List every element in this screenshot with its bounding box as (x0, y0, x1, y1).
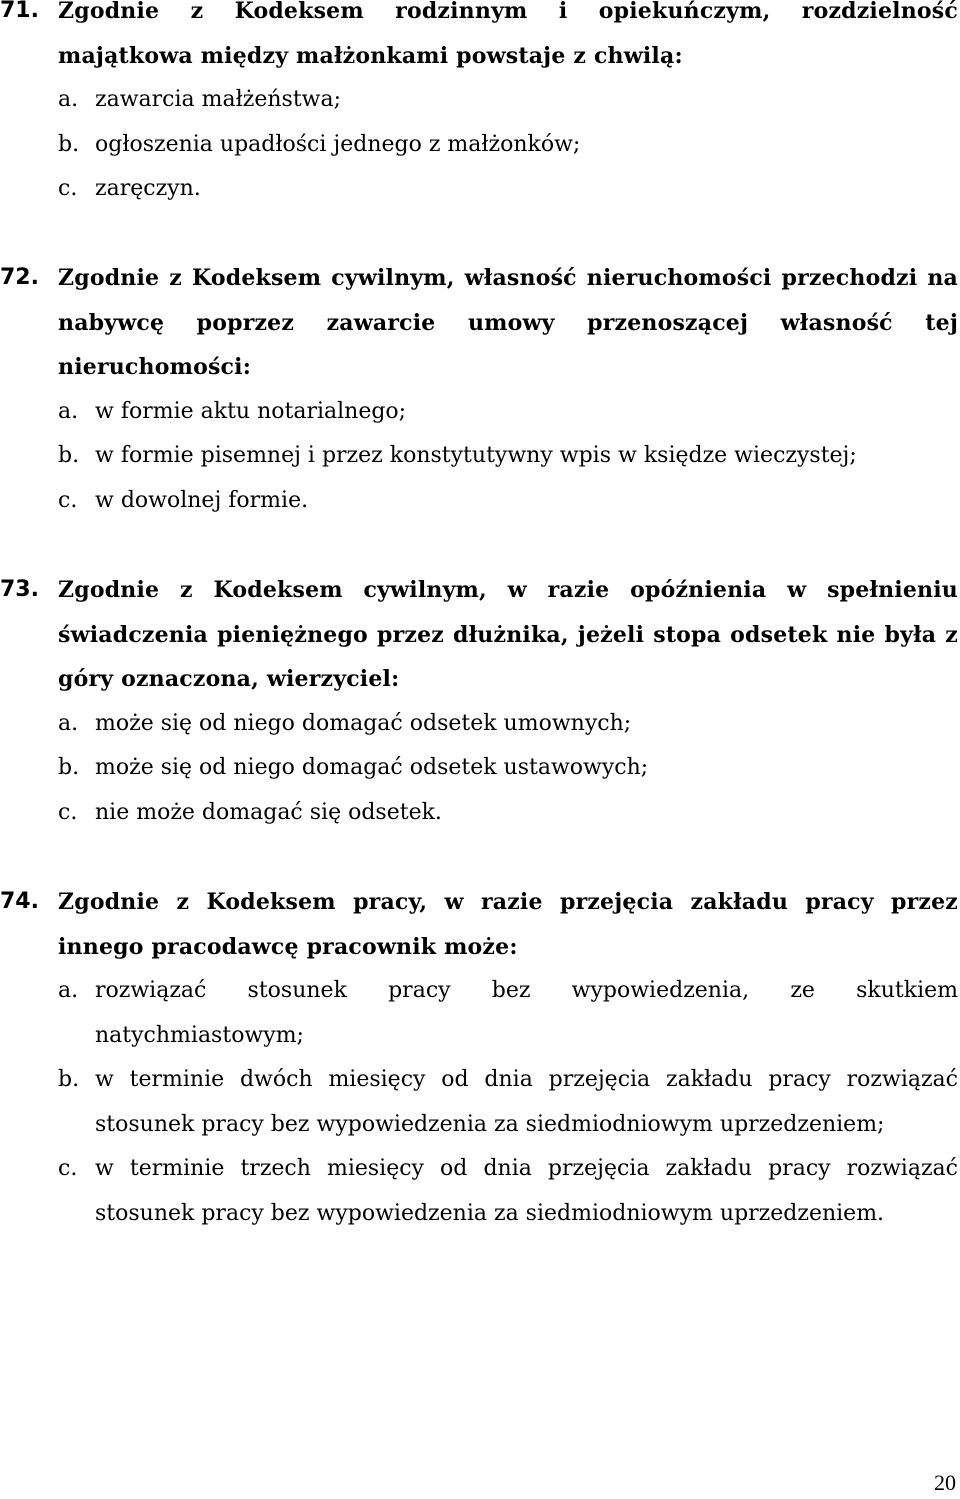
question-71 (0, 0, 958, 212)
answer-letter: b. (58, 755, 80, 780)
answer-text: w terminie dwóch miesięcy od dnia przejęcia zakładu pracy rozwiązać stosunek pracy bez wypowiedzenia za siedmiodniowym uprzedzeniem; (95, 1067, 958, 1137)
answer-text: zawarcia małżeństwa; (95, 87, 342, 112)
answer-option (0, 434, 958, 479)
question-73 (0, 568, 958, 835)
answer-option (0, 479, 958, 524)
answer-text: w formie pisemnej i przez konstytutywny wpis w księdze wieczystej; (95, 443, 857, 468)
answer-letter: c. (58, 487, 78, 513)
answer-list (0, 969, 958, 1236)
page-number: 20 (934, 1470, 956, 1495)
answer-option (0, 1058, 958, 1147)
answer-text: może się od niego domagać odsetek umownych; (95, 710, 632, 736)
question-number: 71. (0, 0, 39, 23)
answer-option (0, 746, 958, 791)
answer-option (0, 702, 958, 747)
answer-text: może się od niego domagać odsetek ustawowych; (95, 755, 649, 780)
answer-letter: a. (58, 710, 79, 736)
answer-letter: a. (58, 87, 79, 112)
question-text: Zgodnie z Kodeksem pracy, w razie przejęcia zakładu pracy przez innego pracodawcę pracownik może: (58, 889, 958, 960)
question-72 (0, 256, 958, 523)
answer-text: w terminie trzech miesięcy od dnia przejęcia zakładu pracy rozwiązać stosunek pracy bez wypowiedzenia za siedmiodniowym uprzedzeniem. (95, 1156, 958, 1226)
answer-letter: c. (58, 1156, 78, 1181)
answer-text: rozwiązać stosunek pracy bez wypowiedzenia, ze skutkiem natychmiastowym; (95, 978, 958, 1048)
answer-option (0, 1147, 958, 1236)
answer-text: nie może domagać się odsetek. (95, 799, 442, 825)
answer-letter: b. (58, 1067, 80, 1092)
answer-option (0, 969, 958, 1058)
question-text: Zgodnie z Kodeksem rodzinnym i opiekuńczym, rozdzielność majątkowa między małżonkami powstaje z chwilą: (58, 0, 958, 69)
answer-letter: a. (58, 978, 79, 1003)
question-heading (0, 568, 958, 702)
question-heading (0, 256, 958, 390)
answer-letter: a. (58, 398, 79, 424)
question-text: Zgodnie z Kodeksem cywilnym, w razie opóźnienia w spełnieniu świadczenia pieniężnego przez dłużnika, jeżeli stopa odsetek nie była z góry oznaczona, wierzyciel: (58, 577, 958, 692)
question-text: Zgodnie z Kodeksem cywilnym, własność nieruchomości przechodzi na nabywcę poprzez zawarcie umowy przenoszącej własność tej nieruchomości: (58, 265, 958, 380)
answer-list (0, 702, 958, 836)
question-74 (0, 880, 958, 1236)
answer-list (0, 390, 958, 524)
answer-list (0, 78, 958, 212)
answer-option (0, 123, 958, 168)
answer-option (0, 78, 958, 123)
question-number: 73. (0, 577, 39, 602)
question-heading (0, 0, 958, 78)
question-heading (0, 880, 958, 969)
answer-option (0, 167, 958, 212)
answer-letter: b. (58, 131, 80, 157)
answer-text: w dowolnej formie. (95, 487, 309, 513)
answer-option (0, 791, 958, 836)
answer-letter: c. (58, 799, 78, 825)
answer-text: zaręczyn. (95, 176, 201, 201)
answer-option (0, 390, 958, 435)
answer-text: w formie aktu notarialnego; (95, 398, 407, 424)
question-number: 72. (0, 265, 39, 290)
answer-text: ogłoszenia upadłości jednego z małżonków; (95, 131, 581, 157)
question-number: 74. (0, 889, 39, 914)
answer-letter: c. (58, 176, 78, 201)
answer-letter: b. (58, 443, 80, 468)
